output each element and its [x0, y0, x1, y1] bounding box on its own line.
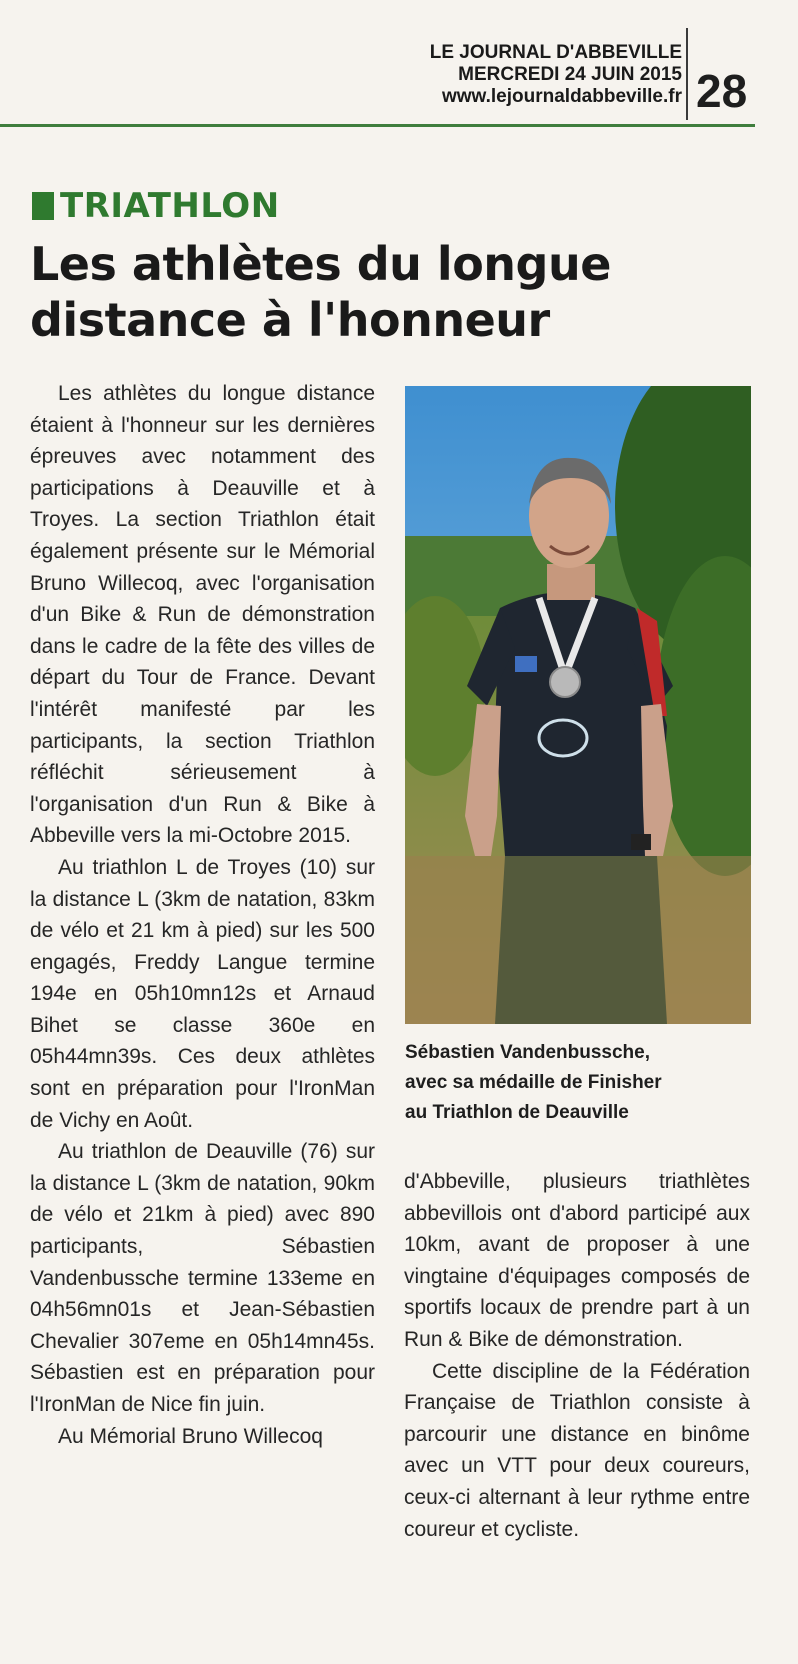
header-rule — [0, 124, 755, 127]
article-column-right — [404, 1166, 750, 1545]
athlete-photo — [405, 386, 751, 1024]
headline — [30, 236, 750, 348]
masthead-info — [430, 42, 682, 108]
journal-name: LE JOURNAL D'ABBEVILLE — [429, 42, 682, 63]
website-link[interactable]: www.lejournaldabbeville.fr — [441, 86, 682, 107]
paragraph: Cette discipline de la Fédération Française de Triathlon consiste à parcourir une distance en binôme avec un VTT pour deux coureurs, ceux-ci alternant à leur rythme entre coureur et cycliste. — [404, 1359, 750, 1541]
masthead-divider — [686, 28, 688, 120]
issue-date: MERCREDI 24 JUIN 2015 — [458, 64, 682, 85]
caption-line-2: avec sa médaille de Finisher — [405, 1072, 662, 1093]
headline-line-2: distance à l'honneur — [30, 293, 550, 347]
paragraph: d'Abbeville, plusieurs triathlètes abbevillois ont d'abord participé aux 10km, avant de proposer à une vingtaine d'équipages composés de sportifs locaux de prendre part à un Run & Bike de démonstration. — [404, 1170, 750, 1351]
headline-line-1: Les athlètes du longue — [30, 237, 611, 291]
paragraph: Au triathlon de Deauville (76) sur la distance L (3km de natation, 90km de vélo et 21km à pied) avec 890 participants, Sébastien Vandenbussche termine 133eme en 04h56mn01s et Jean-Sébastien Chevalier 307eme en 05h14mn45s. Sébastien est en préparation pour l'IronMan de Nice fin juin. — [30, 1140, 375, 1416]
section-kicker — [32, 186, 280, 226]
article-column-left — [30, 378, 375, 1452]
athlete-photo-illustration — [405, 386, 751, 1024]
section-label: TRIATHLON — [60, 186, 280, 226]
photo-caption — [405, 1038, 751, 1128]
caption-line-3: au Triathlon de Deauville — [405, 1102, 629, 1123]
paragraph: Les athlètes du longue distance étaient à l'honneur sur les dernières épreuves avec notamment des participations à Deauville et à Troyes. La section Triathlon était également présente sur le Mémorial Bruno Willecoq, avec l'organisation d'un Bike & Run de démonstration dans le cadre de la fête des villes de départ du Tour de France. Devant l'intérêt manifesté par les participants, la section Triathlon réfléchit sérieusement à l'organisation d'un Run & Bike à Abbeville vers la mi-Octobre 2015. — [30, 382, 375, 848]
kicker-square-icon — [32, 192, 54, 220]
paragraph: Au triathlon L de Troyes (10) sur la distance L (3km de natation, 83km de vélo et 21 km à pied) sur les 500 engagés, Freddy Langue termine 194e en 05h10mn12s et Arnaud Bihet se classe 360e en 05h44mn39s. Ces deux athlètes sont en préparation pour l'IronMan de Vichy en Août. — [30, 855, 375, 1132]
paragraph: Au Mémorial Bruno Willecoq — [58, 1424, 323, 1448]
caption-line-1: Sébastien Vandenbussche, — [405, 1042, 650, 1063]
masthead — [0, 28, 798, 126]
page-number: 28 — [696, 65, 748, 117]
